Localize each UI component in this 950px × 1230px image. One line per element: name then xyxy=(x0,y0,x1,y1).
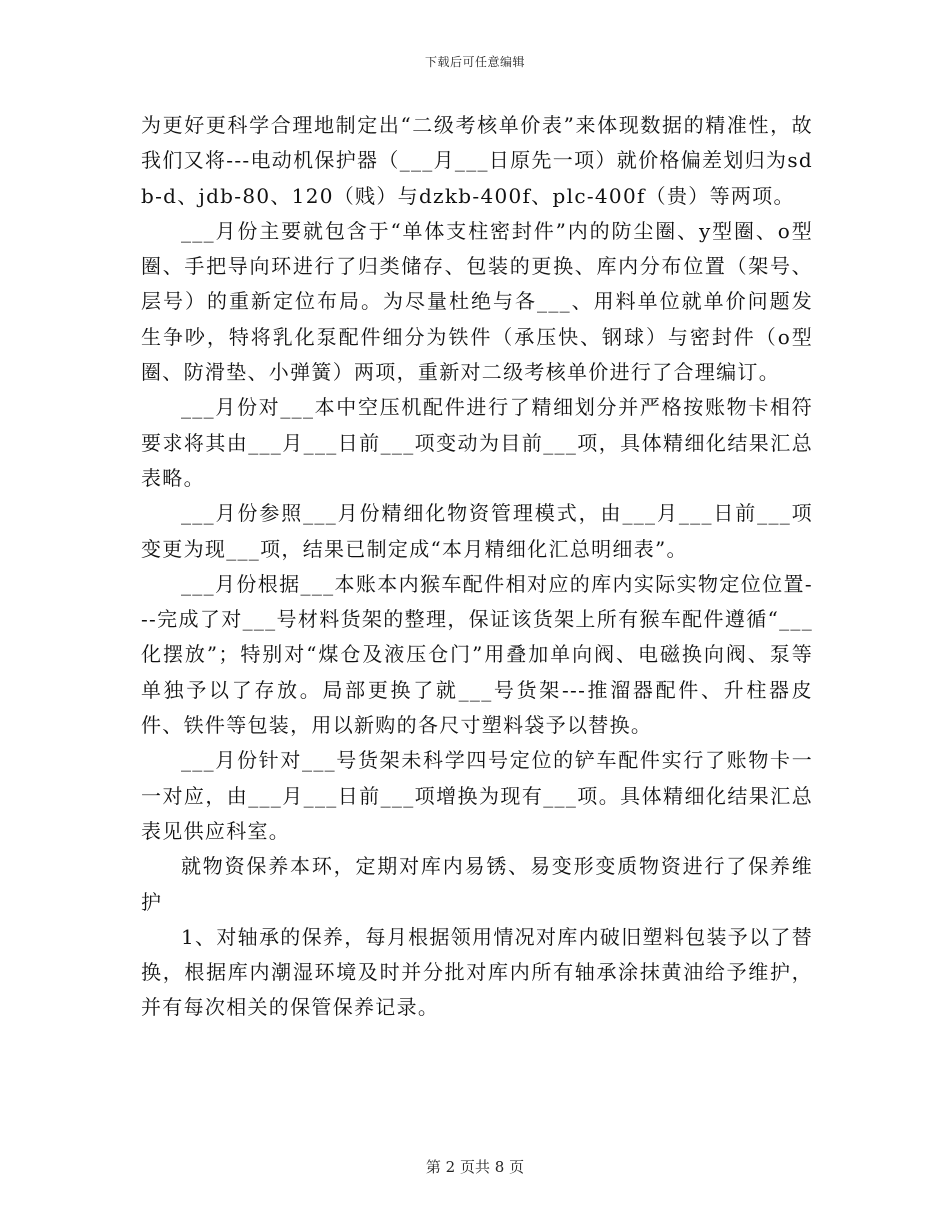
paragraph-3: ___月份对___本中空压机配件进行了精细划分并严格按账物卡相符要求将其由___月___日前___项变动为目前___项，具体精细化结果汇总表略。 xyxy=(141,395,813,490)
paragraph-4: ___月份参照___月份精细化物资管理模式，由___月___日前___项变更为现___项，结果已制定成“本月精细化汇总明细表”。 xyxy=(141,501,813,561)
document-body xyxy=(141,108,813,1026)
paragraph-1: 为更好更科学合理地制定出“二级考核单价表”来体现数据的精准性，故我们又将---电动机保护器（___月___日原先一项）就价格偏差划归为sdb-d、jdb-80、120（贱）与dzkb-400f、plc-400f（贵）等两项。 xyxy=(141,113,813,208)
page-number-footer: 第 2 页共 8 页 xyxy=(425,1158,525,1176)
page-header: 下载后可任意编辑 xyxy=(424,55,525,69)
paragraph-7: 就物资保养本环，定期对库内易锈、易变形变质物资进行了保养维护 xyxy=(141,854,813,914)
paragraph-8: 1、对轴承的保养，每月根据领用情况对库内破旧塑料包装予以了替换，根据库内潮湿环境及时并分批对库内所有轴承涂抹黄油给予维护，并有每次相关的保管保养记录。 xyxy=(141,924,813,1020)
paragraph-2: ___月份主要就包含于“单体支柱密封件”内的防尘圈、y型圈、o型圈、手把导向环进行了归类储存、包装的更换、库内分布位置（架号、层号）的重新定位布局。为尽量杜绝与各___、用料单位就单价问题发生争吵，特将乳化泵配件细分为铁件（承压快、钢球）与密封件（o型圈、防滑垫、小弹簧）两项，重新对二级考核单价进行了合理编订。 xyxy=(141,218,813,385)
paragraph-5: ___月份根据___本账本内猴车配件相对应的库内实际实物定位位置---完成了对___号材料货架的整理，保证该货架上所有猴车配件遵循“___化摆放”；特别对“煤仓及液压仓门”用叠加单向阀、电磁换向阀、泵等单独予以了存放。局部更换了就___号货架---推溜器配件、升柱器皮件、铁件等包装，用以新购的各尺寸塑料袋予以替换。 xyxy=(141,571,813,738)
paragraph-6: ___月份针对___号货架未科学四号定位的铲车配件实行了账物卡一一对应，由___月___日前___项增换为现有___项。具体精细化结果汇总表见供应科室。 xyxy=(141,748,813,843)
